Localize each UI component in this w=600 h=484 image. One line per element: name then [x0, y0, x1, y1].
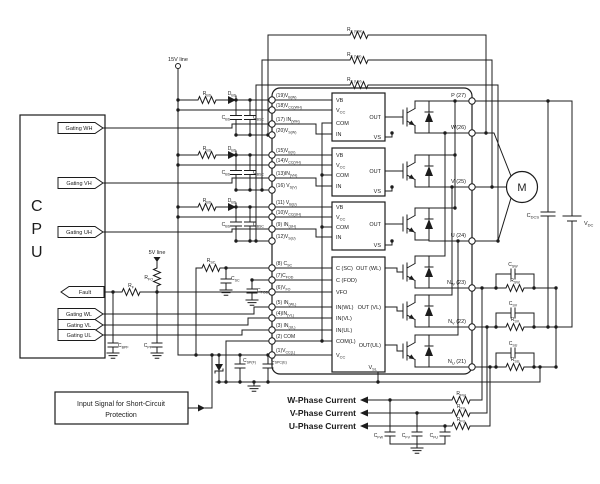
rsc-resistor-icon [200, 265, 222, 272]
cspce-label: $C_{SPC(E)}$ [271, 358, 287, 365]
cspf-label: $C_{SP(F)}$ [243, 358, 257, 365]
rfu-label: $R_{FU}$ [456, 417, 466, 424]
low-vsl-label: $V_{SL}$ [368, 365, 377, 372]
module-pin-terminals [269, 97, 475, 370]
pin-label-v25: V (25) [451, 179, 466, 185]
igbts [403, 101, 433, 367]
re-wh-label: $R_{E (WH)}$ [347, 27, 363, 34]
pin-label-p27: P (27) [451, 93, 466, 99]
v-phase-current-label: V-Phase Current [289, 408, 356, 418]
low-inul-label: IN(UL) [336, 328, 353, 334]
driver-com-label: COM [336, 173, 349, 179]
pin-label-18: $(18)V_{CC(WH)}$ [276, 103, 302, 110]
driver-vcc-label: $V_{CC}$ [336, 108, 346, 115]
rfo-label: $R_{FO}$ [144, 275, 153, 282]
driver-vs-label: VS [373, 189, 381, 195]
rfw-label: $R_{FW}$ [456, 391, 466, 398]
low-vcc-label: $V_{CC}$ [336, 353, 346, 360]
cbs-v-capacitor-icon [231, 155, 242, 190]
pin-label-17: (17) $IN_{(WH)}$ [276, 117, 300, 124]
pin-label-20: $(20)V_{S(W)}$ [276, 128, 297, 135]
protection-note-line2: Protection [105, 412, 137, 419]
cbs-label: $C_{BS}$ [221, 222, 230, 229]
rsw-shunt-resistor-icon [504, 285, 526, 292]
ground-icon [220, 290, 232, 295]
cbpf-label: $C_{BPF}$ [118, 343, 129, 350]
ground-icon [107, 353, 119, 358]
rfv-label: $R_{FV}$ [456, 404, 466, 411]
flag-label-gating-ul: Gating UL [66, 333, 92, 339]
cbsc-label: $C_{BSC}$ [253, 170, 265, 177]
dbs-label: $D_{BS}$ [227, 91, 237, 98]
flag-label-gating-wh: Gating WH [65, 126, 93, 132]
csu-label: $C_{SU}$ [508, 341, 518, 348]
15v-terminal-icon [176, 64, 181, 69]
driver-vcc-label: $V_{CC}$ [336, 215, 346, 222]
rail-15v-label: 15V line [168, 57, 188, 63]
low-outul-label: OUT(UL) [358, 343, 381, 349]
driver-vcc-label: $V_{CC}$ [336, 163, 346, 170]
cbs-label: $C_{BS}$ [221, 115, 230, 122]
rf-label: $R_F$ [128, 283, 134, 290]
power-stage-wires [368, 101, 581, 448]
low-inwl-label: IN(WL) [336, 305, 354, 311]
low-cfod-label: C (FOD) [336, 278, 357, 284]
pin-label-9: (9) $IN_{(UH)}$ [276, 222, 297, 229]
pin-label-nw23: $N_W$ (23) [446, 280, 466, 287]
pin-label-14: $(14)V_{CC(VH)}$ [276, 158, 301, 165]
rbs-v-resistor-icon [196, 152, 218, 159]
pin-label-2: (2) COM [276, 334, 296, 340]
pin-label-3: (3) $IN_{(UL)}$ [276, 323, 296, 330]
igbt-wl-icon [403, 256, 433, 288]
driver-com-label: COM [336, 225, 349, 231]
vdc-label: $V_{DC}$ [584, 221, 594, 228]
flag-label-gating-uh: Gating UH [66, 230, 92, 236]
cbsc-label: $C_{BSC}$ [253, 222, 265, 229]
input-signal-arrow-icon [198, 405, 205, 412]
pin-label-12: $(12)V_{S(U)}$ [276, 234, 296, 241]
pin-label-4: $(4)IN_{(VL)}$ [276, 311, 294, 318]
ipm-module-outline [272, 88, 472, 374]
flag-label-gating-vl: Gating VL [66, 323, 92, 329]
motor-label: M [517, 182, 527, 194]
cpf-label: $C_{PF}$ [143, 343, 152, 350]
cpu-letter: C [30, 198, 44, 215]
5v-terminal-icon [154, 257, 161, 262]
driver-vb-label: VB [336, 153, 344, 159]
labels [31, 27, 594, 439]
rsu-shunt-resistor-icon [504, 364, 526, 371]
cpf-capacitor-icon [152, 337, 162, 353]
pin-label-15: $(15)V_{B(V)}$ [276, 148, 296, 155]
dbs-label: $D_{BS}$ [227, 198, 237, 205]
w-current-arrow-icon [360, 397, 368, 404]
rbs-label: $R_{BS}$ [202, 91, 212, 98]
dbs-label: $D_{BS}$ [227, 146, 237, 153]
cbpf-capacitor-icon [108, 337, 118, 353]
rfo-resistor-icon [154, 266, 161, 288]
pin-label-13: $(13)IN_{(VH)}$ [276, 171, 298, 178]
cpu-letter: U [30, 244, 44, 261]
cfw-label: $C_{FW}$ [373, 433, 383, 440]
flag-label-gating-wl: Gating WL [66, 312, 92, 318]
driver-out-label: OUT [369, 222, 381, 228]
igbt-vh-icon [403, 155, 433, 187]
rsw-label: $R_{SW}$ [510, 278, 520, 285]
csc-capacitor-icon [221, 273, 231, 289]
pin-label-u24: U (24) [450, 233, 466, 239]
flag-label-gating-vh: Gating VH [66, 181, 92, 187]
csw-label: $C_{SW}$ [508, 262, 518, 269]
pin-label-1: $(1)V_{CC(L)}$ [276, 348, 296, 355]
cbs-u-capacitor-icon [231, 207, 242, 242]
rfv-resistor-icon [450, 410, 472, 417]
igbt-uh-icon [403, 208, 433, 240]
rsu-label: $R_{SU}$ [510, 357, 520, 364]
driver-in-label: IN [336, 235, 342, 241]
cbs-label: $C_{BS}$ [221, 170, 230, 177]
csv-label: $C_{SV}$ [508, 301, 518, 308]
rail-5v-label: 5V line [148, 250, 166, 256]
rbs-u-resistor-icon [196, 204, 218, 211]
re-uh-label: $R_{E (UH)}$ [347, 77, 362, 84]
pin-label-nv22: $N_V$ (22) [448, 319, 466, 326]
re-vh-label: $R_{E (VH)}$ [347, 52, 362, 59]
pin-label-6: $(6)V_{FO}$ [276, 285, 291, 292]
driver-vs-label: VS [373, 135, 381, 141]
w-phase-current-label: W-Phase Current [287, 395, 356, 405]
cfu-label: $C_{FU}$ [429, 433, 438, 440]
rbs-label: $R_{BS}$ [202, 146, 212, 153]
rf-resistor-icon [120, 289, 142, 296]
cpu-letter: P [31, 221, 43, 238]
low-csc-label: C (SC) [336, 266, 353, 272]
cbs-w-capacitor-icon [231, 100, 242, 135]
ground-icon [411, 448, 423, 453]
u-phase-current-label: U-Phase Current [288, 421, 356, 431]
igbt-ul-icon [403, 335, 433, 367]
igbt-wh-icon [403, 101, 433, 133]
cfod-label: $C_{FOD}$ [257, 288, 269, 295]
driver-vb-label: VB [336, 205, 344, 211]
low-outvl-label: OUT (VL) [357, 305, 381, 311]
rsv-shunt-resistor-icon [504, 324, 526, 331]
ground-icon [248, 386, 260, 391]
zener-diode-icon [215, 364, 223, 371]
cbsc-label: $C_{BSC}$ [253, 115, 265, 122]
ground-icon [246, 300, 258, 305]
driver-in-label: IN [336, 184, 342, 190]
csc-label: $C_{SC}$ [231, 276, 240, 283]
rsv-label: $R_{SV}$ [510, 317, 520, 324]
protection-note-line1: Input Signal for Short-Circuit [77, 401, 165, 408]
driver-in-label: IN [336, 132, 342, 138]
low-outwl-label: OUT (WL) [356, 266, 381, 272]
pin-label-10: $(10)V_{CC(UH)}$ [276, 210, 302, 217]
pin-label-16: (16) $V_{S(V)}$ [276, 183, 297, 190]
driver-com-label: COM [336, 121, 349, 127]
pin-label-nu21: $N_U$ (21) [447, 359, 466, 366]
low-coml-label: COM(L) [336, 339, 356, 345]
driver-vb-label: VB [336, 98, 344, 104]
driver-vs-label: VS [373, 243, 381, 249]
pin-label-5: (5) $IN_{(WL)}$ [276, 300, 297, 307]
pin-label-w26: W(26) [451, 125, 466, 131]
ground-icon [151, 353, 163, 358]
u-current-arrow-icon [360, 423, 368, 430]
rfu-resistor-icon [450, 423, 472, 430]
rsc-label: $R_{SC}$ [206, 258, 216, 265]
rbs-label: $R_{BS}$ [202, 198, 212, 205]
low-vfo-label: VFO [336, 290, 348, 296]
cfod-capacitor-icon [247, 283, 257, 299]
protection-note-box [55, 392, 188, 424]
driver-out-label: OUT [369, 169, 381, 175]
pin-label-7: $(7)C_{FOD}$ [276, 273, 294, 280]
low-invl-label: IN(VL) [336, 316, 352, 322]
cfv-label: $C_{FV}$ [401, 433, 410, 440]
pin-label-19: $(19)V_{B(W)}$ [276, 93, 297, 100]
v-current-arrow-icon [360, 410, 368, 417]
igbt-vl-icon [403, 295, 433, 327]
cdcs-label: $C_{DCS}$ [526, 213, 539, 220]
rbs-w-resistor-icon [196, 97, 218, 104]
flag-label-fault: Fault [78, 290, 92, 296]
pin-label-11: (11) $V_{B(U)}$ [276, 200, 297, 207]
pin-label-8: (8) $C_{SC}$ [276, 261, 293, 268]
rfw-resistor-icon [450, 397, 472, 404]
driver-out-label: OUT [369, 115, 381, 121]
